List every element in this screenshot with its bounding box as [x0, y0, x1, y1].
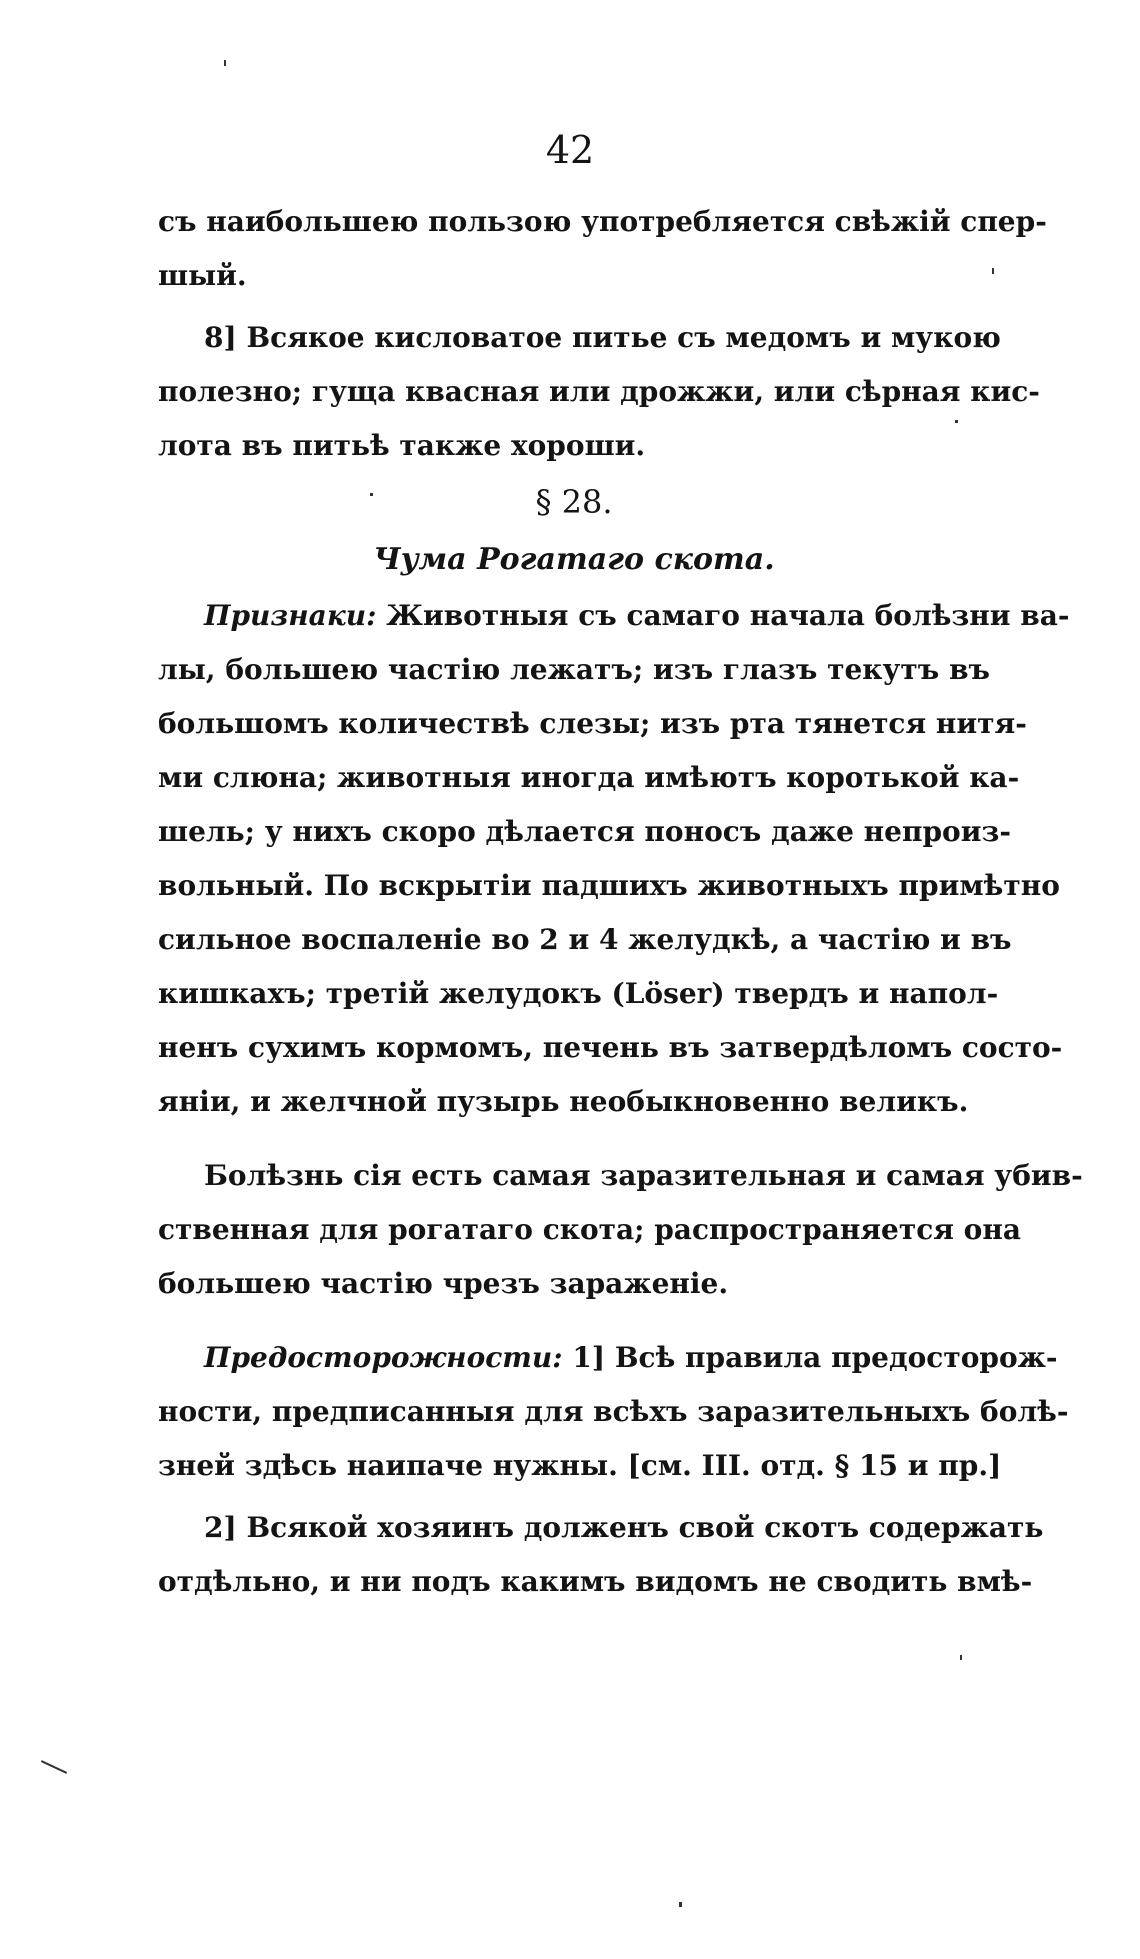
text-line: яніи, и желчной пузырь необыкновенно великъ.	[158, 1085, 969, 1118]
text-line: Болѣзнь сія есть самая заразительная и самая убив-	[204, 1159, 1083, 1192]
precautions-label: Предосторожности:	[204, 1341, 563, 1374]
text-line: сильное воспаленіе во 2 и 4 желудкѣ, а частію и въ	[158, 923, 1012, 956]
paragraph-gap	[158, 1129, 990, 1149]
text-line: большомъ количествѣ слезы; изъ рта тянется нитя-	[158, 707, 1027, 740]
paragraph-precautions	[158, 1331, 1069, 1493]
scan-speck	[955, 420, 958, 423]
section-number: § 28.	[535, 483, 613, 521]
paragraph-symptoms	[158, 589, 1070, 1129]
paragraph-continuation	[158, 195, 1047, 303]
text-line: ми слюна; животныя иногда имѣютъ коротькой ка-	[158, 761, 1020, 794]
text-line: 2] Всякой хозяинъ долженъ свой скотъ содержать	[204, 1511, 1044, 1544]
symptoms-first-line: Животныя съ самаго начала болѣзни ва-	[386, 599, 1070, 632]
page-number: 42	[545, 128, 595, 172]
text-line: ненъ сухимъ кормомъ, печень въ затвердѣломъ состо-	[158, 1031, 1063, 1064]
page-body	[158, 195, 1083, 1609]
scan-speck	[679, 1902, 682, 1907]
paragraph-disease	[158, 1149, 1083, 1311]
text-line: вольный. По вскрытіи падшихъ животныхъ примѣтно	[158, 869, 1060, 902]
text-line: отдѣльно, и ни подъ какимъ видомъ не сводить вмѣ-	[158, 1565, 1033, 1598]
text-line: ности, предписанныя для всѣхъ заразительныхъ болѣ-	[158, 1395, 1069, 1428]
symptoms-label: Признаки:	[204, 599, 377, 632]
text-line: лы, большею частію лежатъ; изъ глазъ текутъ въ	[158, 653, 990, 686]
paragraph-item-8	[158, 311, 1040, 473]
text-line	[158, 589, 1070, 643]
text-line: полезно; гуща квасная или дрожжи, или сѣрная кис-	[158, 375, 1040, 408]
paragraph-gap	[158, 1311, 990, 1331]
text-line: кишкахъ; третій желудокъ (Löser) твердъ и напол-	[158, 977, 999, 1010]
scan-speck	[370, 493, 373, 496]
paragraph-gap	[158, 1493, 990, 1501]
text-line: шый.	[158, 259, 247, 292]
scan-speck	[960, 1655, 962, 1660]
scan-speck	[41, 1760, 67, 1774]
text-line: шель; у нихъ скоро дѣлается поносъ даже непроиз-	[158, 815, 1011, 848]
text-line: ственная для рогатаго скота; распространяется она	[158, 1213, 1021, 1246]
section-title: Чума Рогатаго скота.	[373, 542, 775, 577]
text-line: лота въ питьѣ также хороши.	[158, 429, 646, 462]
precautions-first-line: 1] Всѣ правила предосторож-	[572, 1341, 1058, 1374]
text-line: 8] Всякое кисловатое питье съ медомъ и мукою	[204, 321, 1001, 354]
paragraph-gap	[158, 303, 990, 311]
paragraph-rule-2	[158, 1501, 1044, 1609]
scan-speck	[224, 60, 226, 66]
text-line	[158, 1331, 1058, 1385]
text-line: большею частію чрезъ зараженіе.	[158, 1267, 729, 1300]
text-line: зней здѣсь наипаче нужны. [см. III. отд. § 15 и пр.]	[158, 1449, 1002, 1482]
scan-speck	[992, 268, 994, 274]
text-line: съ наибольшею пользою употребляется свѣжій спер-	[158, 205, 1047, 238]
